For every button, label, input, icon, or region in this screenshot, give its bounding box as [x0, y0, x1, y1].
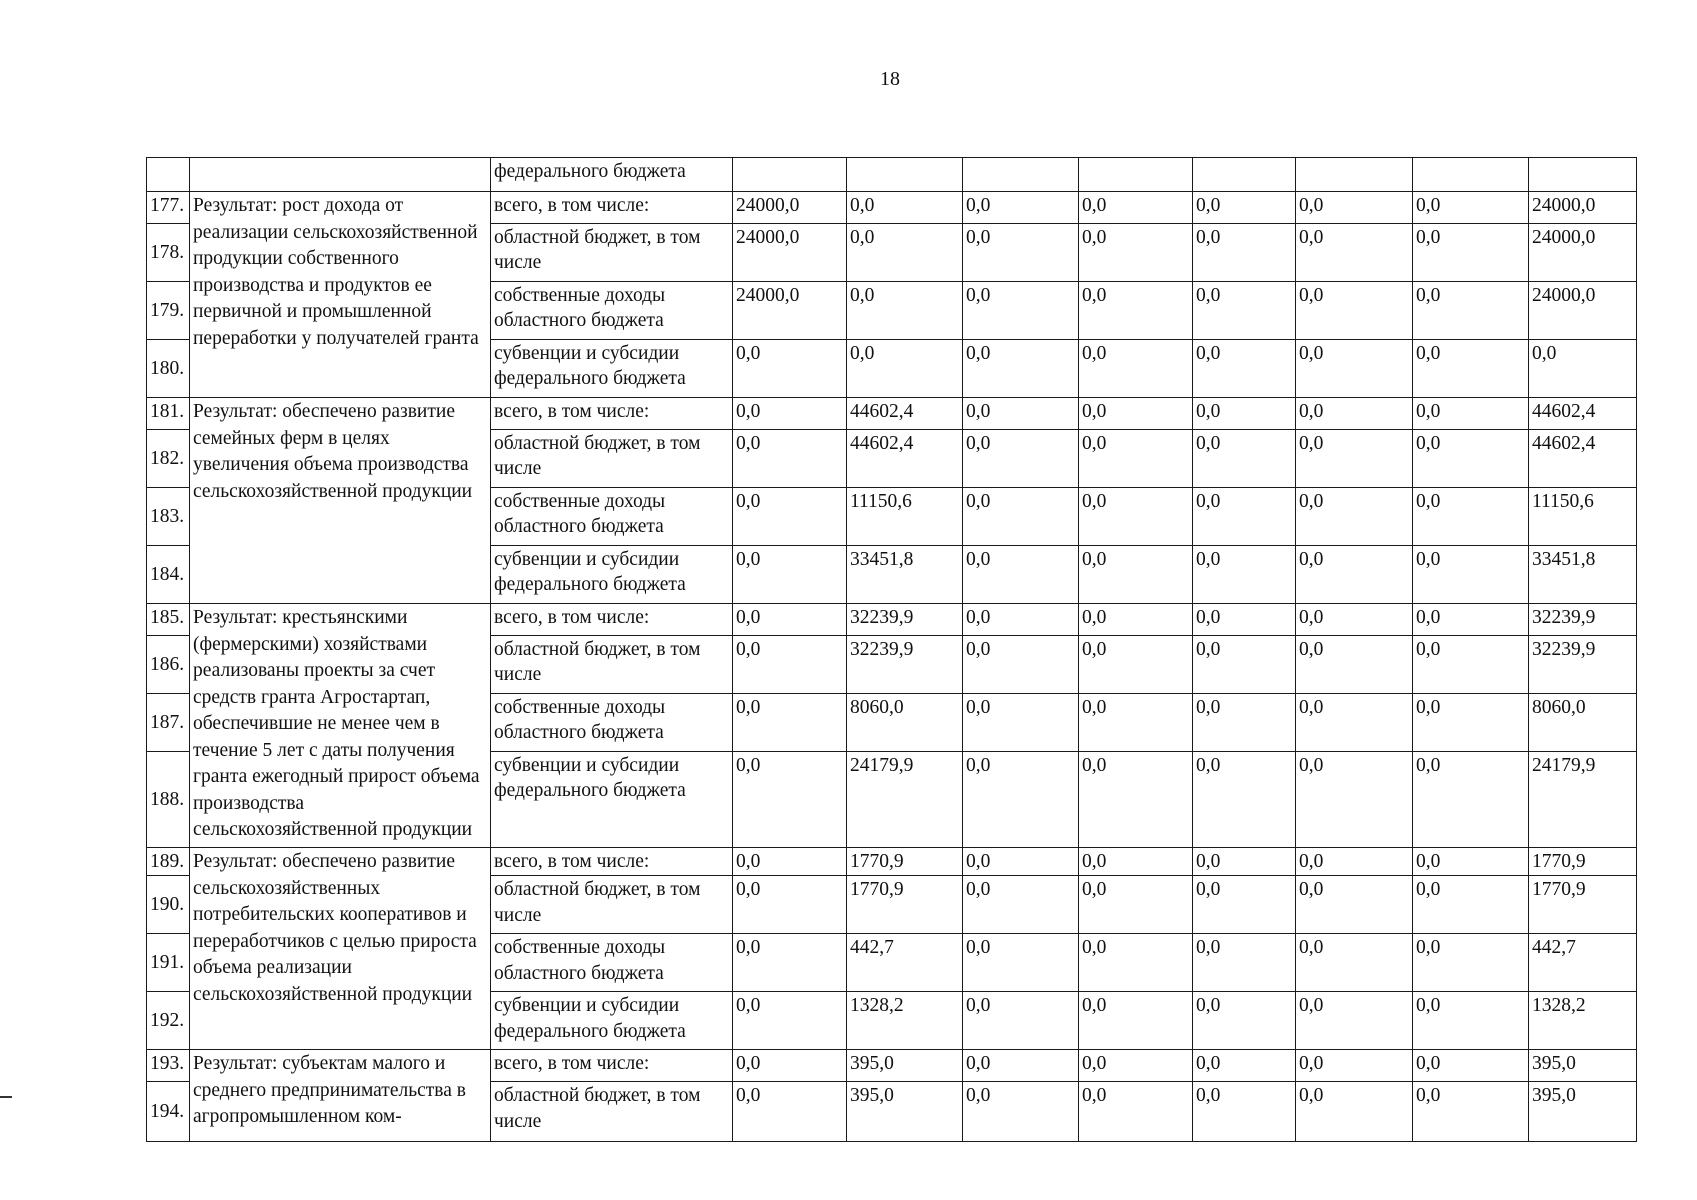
- value-cell: 0,0: [1296, 694, 1413, 752]
- value-cell: 0,0: [1079, 488, 1193, 546]
- funding-source-cell: собственные доходы областного бюджета: [491, 694, 733, 752]
- value-cell: 0,0: [1413, 876, 1529, 934]
- value-cell: 0,0: [963, 848, 1079, 876]
- funding-source-cell: субвенции и субсидии федерального бюджета: [491, 752, 733, 848]
- table-row: [147, 1050, 1637, 1082]
- value-cell: 0,0: [1413, 1050, 1529, 1082]
- total-value-cell: 395,0: [1529, 1050, 1637, 1082]
- total-value-cell: 24000,0: [1529, 282, 1637, 340]
- value-cell: [1529, 158, 1637, 192]
- value-cell: [1079, 158, 1193, 192]
- value-cell: [1296, 158, 1413, 192]
- row-number-cell: 188.: [147, 752, 190, 848]
- value-cell: 0,0: [733, 992, 847, 1050]
- value-cell: 0,0: [1413, 636, 1529, 694]
- value-cell: 0,0: [963, 282, 1079, 340]
- value-cell: 0,0: [1296, 546, 1413, 604]
- value-cell: 0,0: [1413, 192, 1529, 224]
- funding-source-cell: областной бюджет, в том числе: [491, 1082, 733, 1142]
- value-cell: 0,0: [733, 546, 847, 604]
- value-cell: 0,0: [1079, 876, 1193, 934]
- row-number-cell: 187.: [147, 694, 190, 752]
- value-cell: 0,0: [963, 1082, 1079, 1142]
- value-cell: 0,0: [963, 636, 1079, 694]
- funding-source-cell: всего, в том числе:: [491, 848, 733, 876]
- value-cell: 0,0: [1193, 752, 1296, 848]
- row-number-cell: 185.: [147, 604, 190, 636]
- value-cell: 0,0: [733, 694, 847, 752]
- value-cell: 0,0: [1193, 398, 1296, 430]
- value-cell: 0,0: [1296, 282, 1413, 340]
- value-cell: 0,0: [733, 488, 847, 546]
- row-number-cell: 194.: [147, 1082, 190, 1142]
- row-number-cell: 180.: [147, 340, 190, 398]
- value-cell: [847, 158, 963, 192]
- value-cell: 0,0: [1193, 488, 1296, 546]
- value-cell: 0,0: [1296, 340, 1413, 398]
- value-cell: 0,0: [1413, 848, 1529, 876]
- value-cell: 11150,6: [847, 488, 963, 546]
- value-cell: 24000,0: [733, 282, 847, 340]
- value-cell: 0,0: [963, 340, 1079, 398]
- value-cell: 0,0: [1413, 992, 1529, 1050]
- value-cell: 442,7: [847, 934, 963, 992]
- value-cell: 0,0: [1413, 934, 1529, 992]
- value-cell: 0,0: [1296, 752, 1413, 848]
- value-cell: 0,0: [1079, 1082, 1193, 1142]
- value-cell: 0,0: [963, 192, 1079, 224]
- value-cell: 395,0: [847, 1050, 963, 1082]
- total-value-cell: 33451,8: [1529, 546, 1637, 604]
- value-cell: 33451,8: [847, 546, 963, 604]
- value-cell: 24000,0: [733, 192, 847, 224]
- value-cell: 0,0: [1296, 224, 1413, 282]
- value-cell: 0,0: [1296, 430, 1413, 488]
- total-value-cell: 32239,9: [1529, 604, 1637, 636]
- value-cell: 0,0: [1296, 876, 1413, 934]
- row-number-cell: 189.: [147, 848, 190, 876]
- funding-source-cell: всего, в том числе:: [491, 398, 733, 430]
- value-cell: 0,0: [963, 546, 1079, 604]
- value-cell: 395,0: [847, 1082, 963, 1142]
- row-number-cell: 182.: [147, 430, 190, 488]
- value-cell: 0,0: [1079, 694, 1193, 752]
- row-number-cell: [147, 158, 190, 192]
- value-cell: 0,0: [1193, 546, 1296, 604]
- value-cell: 0,0: [963, 224, 1079, 282]
- value-cell: 0,0: [1193, 340, 1296, 398]
- value-cell: 0,0: [733, 752, 847, 848]
- value-cell: 0,0: [1079, 636, 1193, 694]
- row-number-cell: 192.: [147, 992, 190, 1050]
- total-value-cell: 24000,0: [1529, 192, 1637, 224]
- value-cell: 0,0: [963, 694, 1079, 752]
- value-cell: 0,0: [1193, 876, 1296, 934]
- value-cell: 0,0: [963, 992, 1079, 1050]
- value-cell: 0,0: [1079, 1050, 1193, 1082]
- value-cell: 0,0: [733, 398, 847, 430]
- row-number-cell: 193.: [147, 1050, 190, 1082]
- value-cell: 0,0: [733, 934, 847, 992]
- value-cell: 0,0: [1413, 398, 1529, 430]
- value-cell: 1770,9: [847, 848, 963, 876]
- funding-source-cell: всего, в том числе:: [491, 1050, 733, 1082]
- total-value-cell: 395,0: [1529, 1082, 1637, 1142]
- source-cell: федерального бюджета: [491, 158, 733, 192]
- value-cell: 0,0: [1413, 340, 1529, 398]
- row-number-cell: 191.: [147, 934, 190, 992]
- value-cell: 0,0: [1193, 604, 1296, 636]
- value-cell: 0,0: [1296, 848, 1413, 876]
- value-cell: 0,0: [1193, 848, 1296, 876]
- table-row: [147, 158, 1637, 192]
- value-cell: 0,0: [733, 340, 847, 398]
- value-cell: 1770,9: [847, 876, 963, 934]
- row-number-cell: 178.: [147, 224, 190, 282]
- value-cell: 0,0: [847, 340, 963, 398]
- value-cell: 0,0: [963, 430, 1079, 488]
- value-cell: 0,0: [1296, 192, 1413, 224]
- page-number: 18: [880, 68, 900, 90]
- value-cell: 0,0: [1079, 224, 1193, 282]
- value-cell: 0,0: [1413, 1082, 1529, 1142]
- total-value-cell: 44602,4: [1529, 398, 1637, 430]
- value-cell: 32239,9: [847, 604, 963, 636]
- row-number-cell: 183.: [147, 488, 190, 546]
- total-value-cell: 442,7: [1529, 934, 1637, 992]
- value-cell: 0,0: [1193, 636, 1296, 694]
- table-row: [147, 398, 1637, 430]
- funding-source-cell: собственные доходы областного бюджета: [491, 282, 733, 340]
- value-cell: 0,0: [963, 398, 1079, 430]
- result-description-cell: Результат: обеспечено развитие семейных ферм в целях увеличения объема производства сельскохозяйственной продукции: [190, 398, 491, 604]
- table-row: [147, 192, 1637, 224]
- value-cell: 0,0: [1193, 934, 1296, 992]
- result-description-cell: Результат: крестьянскими (фермерскими) хозяйствами реализованы проекты за счет средств гранта Агростартап, обеспечившие не менее чем в течение 5 лет с даты получения гранта ежегодный прирост объема производства сельскохозяйственной продукции: [190, 604, 491, 848]
- total-value-cell: 8060,0: [1529, 694, 1637, 752]
- value-cell: 0,0: [963, 488, 1079, 546]
- value-cell: 0,0: [1193, 282, 1296, 340]
- value-cell: 0,0: [1193, 192, 1296, 224]
- value-cell: [963, 158, 1079, 192]
- row-number-cell: 190.: [147, 876, 190, 934]
- value-cell: [733, 158, 847, 192]
- value-cell: 0,0: [1296, 934, 1413, 992]
- result-cell: [190, 158, 491, 192]
- funding-source-cell: областной бюджет, в том числе: [491, 636, 733, 694]
- total-value-cell: 1770,9: [1529, 876, 1637, 934]
- value-cell: 0,0: [963, 1050, 1079, 1082]
- value-cell: 0,0: [1079, 282, 1193, 340]
- value-cell: 0,0: [1296, 604, 1413, 636]
- value-cell: 0,0: [733, 1050, 847, 1082]
- funding-source-cell: субвенции и субсидии федерального бюджета: [491, 546, 733, 604]
- value-cell: 0,0: [1296, 1082, 1413, 1142]
- total-value-cell: 1328,2: [1529, 992, 1637, 1050]
- table-row: [147, 848, 1637, 876]
- total-value-cell: 24000,0: [1529, 224, 1637, 282]
- funding-source-cell: всего, в том числе:: [491, 192, 733, 224]
- value-cell: 0,0: [1079, 340, 1193, 398]
- value-cell: 44602,4: [847, 430, 963, 488]
- value-cell: 0,0: [1079, 546, 1193, 604]
- value-cell: 0,0: [1079, 752, 1193, 848]
- value-cell: 0,0: [1296, 636, 1413, 694]
- funding-source-cell: областной бюджет, в том числе: [491, 876, 733, 934]
- value-cell: 0,0: [1193, 430, 1296, 488]
- funding-source-cell: собственные доходы областного бюджета: [491, 488, 733, 546]
- row-number-cell: 177.: [147, 192, 190, 224]
- value-cell: 24000,0: [733, 224, 847, 282]
- value-cell: 44602,4: [847, 398, 963, 430]
- value-cell: 0,0: [1413, 752, 1529, 848]
- value-cell: 24179,9: [847, 752, 963, 848]
- funding-source-cell: субвенции и субсидии федерального бюджета: [491, 992, 733, 1050]
- value-cell: 0,0: [733, 604, 847, 636]
- result-description-cell: Результат: обеспечено развитие сельскохозяйственных потребительских кооперативов и переработчиков с целью прироста объема реализации сельскохозяйственной продукции: [190, 848, 491, 1050]
- value-cell: 0,0: [963, 752, 1079, 848]
- row-number-cell: 186.: [147, 636, 190, 694]
- value-cell: 0,0: [733, 876, 847, 934]
- value-cell: 0,0: [1413, 694, 1529, 752]
- value-cell: 0,0: [1296, 488, 1413, 546]
- budget-table: [146, 157, 1637, 1142]
- value-cell: 0,0: [1413, 488, 1529, 546]
- total-value-cell: 11150,6: [1529, 488, 1637, 546]
- value-cell: 0,0: [963, 934, 1079, 992]
- margin-mark: [0, 1096, 12, 1098]
- value-cell: 0,0: [1079, 992, 1193, 1050]
- value-cell: [1413, 158, 1529, 192]
- total-value-cell: 24179,9: [1529, 752, 1637, 848]
- value-cell: 0,0: [733, 848, 847, 876]
- funding-source-cell: собственные доходы областного бюджета: [491, 934, 733, 992]
- value-cell: 0,0: [1296, 992, 1413, 1050]
- result-description-cell: Результат: субъектам малого и среднего предпринимательства в агропромышленном ком-: [190, 1050, 491, 1142]
- row-number-cell: 181.: [147, 398, 190, 430]
- value-cell: 32239,9: [847, 636, 963, 694]
- total-value-cell: 1770,9: [1529, 848, 1637, 876]
- funding-source-cell: всего, в том числе:: [491, 604, 733, 636]
- value-cell: 0,0: [733, 430, 847, 488]
- value-cell: 0,0: [1193, 694, 1296, 752]
- value-cell: 0,0: [963, 604, 1079, 636]
- table-body: [147, 158, 1637, 1142]
- row-number-cell: 184.: [147, 546, 190, 604]
- funding-source-cell: субвенции и субсидии федерального бюджета: [491, 340, 733, 398]
- value-cell: 0,0: [847, 282, 963, 340]
- value-cell: 0,0: [733, 636, 847, 694]
- value-cell: 0,0: [1413, 430, 1529, 488]
- value-cell: 0,0: [1193, 992, 1296, 1050]
- value-cell: 0,0: [1079, 192, 1193, 224]
- total-value-cell: 32239,9: [1529, 636, 1637, 694]
- value-cell: 0,0: [1079, 604, 1193, 636]
- funding-source-cell: областной бюджет, в том числе: [491, 430, 733, 488]
- value-cell: 1328,2: [847, 992, 963, 1050]
- value-cell: 0,0: [1079, 848, 1193, 876]
- value-cell: 0,0: [847, 192, 963, 224]
- value-cell: 8060,0: [847, 694, 963, 752]
- value-cell: 0,0: [1296, 1050, 1413, 1082]
- funding-source-cell: областной бюджет, в том числе: [491, 224, 733, 282]
- value-cell: 0,0: [1079, 934, 1193, 992]
- result-description-cell: Результат: рост дохода от реализации сельскохозяйственной продукции собственного производства и продуктов ее первичной и промышленной переработки у получателей гранта: [190, 192, 491, 398]
- value-cell: 0,0: [1193, 1082, 1296, 1142]
- value-cell: 0,0: [1296, 398, 1413, 430]
- total-value-cell: 0,0: [1529, 340, 1637, 398]
- value-cell: 0,0: [963, 876, 1079, 934]
- total-value-cell: 44602,4: [1529, 430, 1637, 488]
- value-cell: 0,0: [1079, 398, 1193, 430]
- value-cell: 0,0: [1193, 1050, 1296, 1082]
- value-cell: 0,0: [1079, 430, 1193, 488]
- row-number-cell: 179.: [147, 282, 190, 340]
- value-cell: 0,0: [1413, 282, 1529, 340]
- value-cell: 0,0: [1193, 224, 1296, 282]
- value-cell: [1193, 158, 1296, 192]
- value-cell: 0,0: [733, 1082, 847, 1142]
- value-cell: 0,0: [1413, 546, 1529, 604]
- value-cell: 0,0: [847, 224, 963, 282]
- value-cell: 0,0: [1413, 604, 1529, 636]
- value-cell: 0,0: [1413, 224, 1529, 282]
- table-row: [147, 604, 1637, 636]
